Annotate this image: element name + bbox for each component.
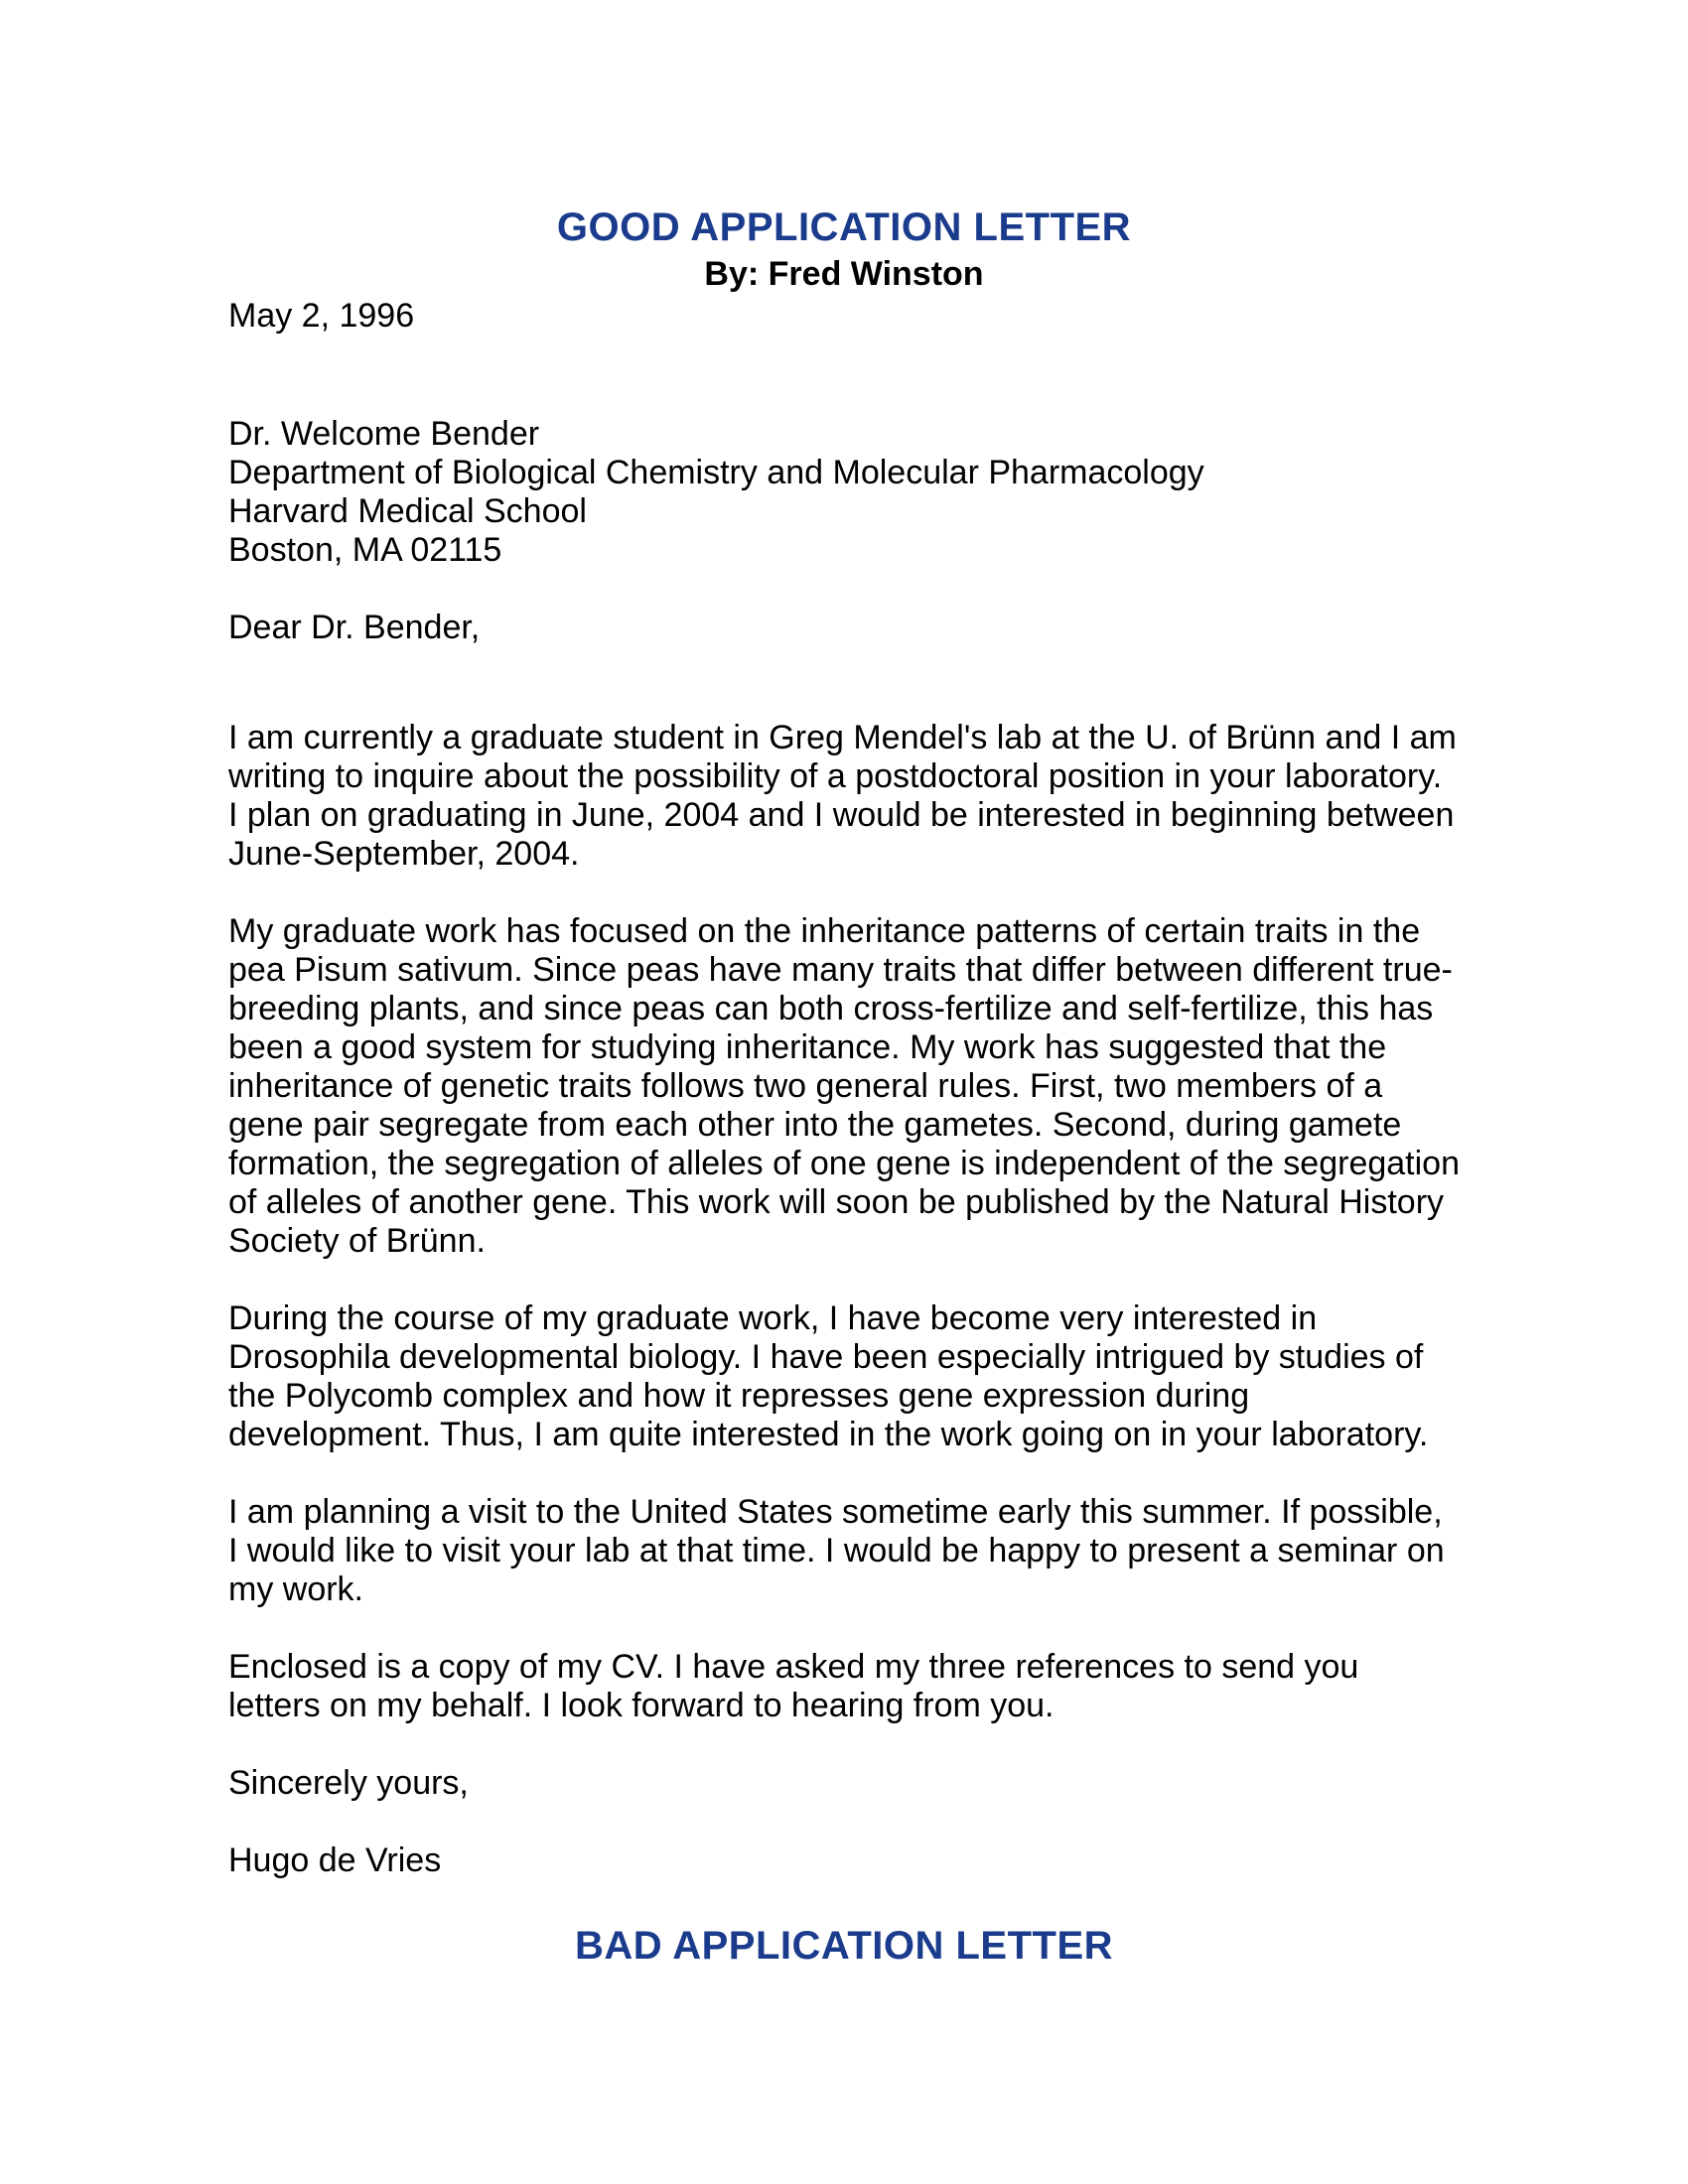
paragraph-enclosure: Enclosed is a copy of my CV. I have asked my three references to send you letters on my behalf. I look forward to hearing from you. bbox=[228, 1648, 1359, 1724]
recipient-address-block bbox=[228, 415, 1460, 570]
paragraph-visit-plans: I am planning a visit to the United States sometime early this summer. If possible, I would like to visit your lab at that time. I would be happy to present a seminar on my work. bbox=[228, 1493, 1445, 1608]
recipient-institution: Harvard Medical School bbox=[228, 492, 587, 530]
letter-date: May 2, 1996 bbox=[228, 297, 415, 335]
paragraph-graduate-work: My graduate work has focused on the inheritance patterns of certain traits in the pea Pisum sativum. Since peas have many traits that differ between different true-breeding plants, and since peas can both cross-fertilize and self-fertilize, this has been a good system for studying inheritance. My work has suggested that the inheritance of genetic traits follows two general rules. First, two members of a gene pair segregate from each other into the gametes. Second, during gamete formation, the segregation of alleles of one gene is independent of the segregation of alleles of another gene. This work will soon be published by the Natural History Society of Brünn. bbox=[228, 912, 1460, 1260]
recipient-name: Dr. Welcome Bender bbox=[228, 415, 540, 453]
letter-content bbox=[228, 204, 1460, 1970]
salutation: Dear Dr. Bender, bbox=[228, 609, 481, 646]
paragraph-research-interest: During the course of my graduate work, I have become very interested in Drosophila developmental biology. I have been especially intrigued by studies of the Polycomb complex and how it represses gene expression during development. Thus, I am quite interested in the work going on in your laboratory. bbox=[228, 1299, 1429, 1453]
recipient-department: Department of Biological Chemistry and Molecular Pharmacology bbox=[228, 454, 1204, 491]
closing: Sincerely yours, bbox=[228, 1764, 469, 1802]
paragraph-introduction: I am currently a graduate student in Greg Mendel's lab at the U. of Brünn and I am writing to inquire about the possibility of a postdoctoral position in your laboratory. I plan on graduating in June, 2004 and I would be interested in beginning between June-September, 2004. bbox=[228, 719, 1457, 873]
document-byline: By: Fred Winston bbox=[704, 255, 984, 293]
recipient-city: Boston, MA 02115 bbox=[228, 531, 502, 569]
next-section-title: BAD APPLICATION LETTER bbox=[574, 1924, 1114, 1968]
document-title: GOOD APPLICATION LETTER bbox=[556, 205, 1132, 249]
signature-name: Hugo de Vries bbox=[228, 1842, 442, 1879]
